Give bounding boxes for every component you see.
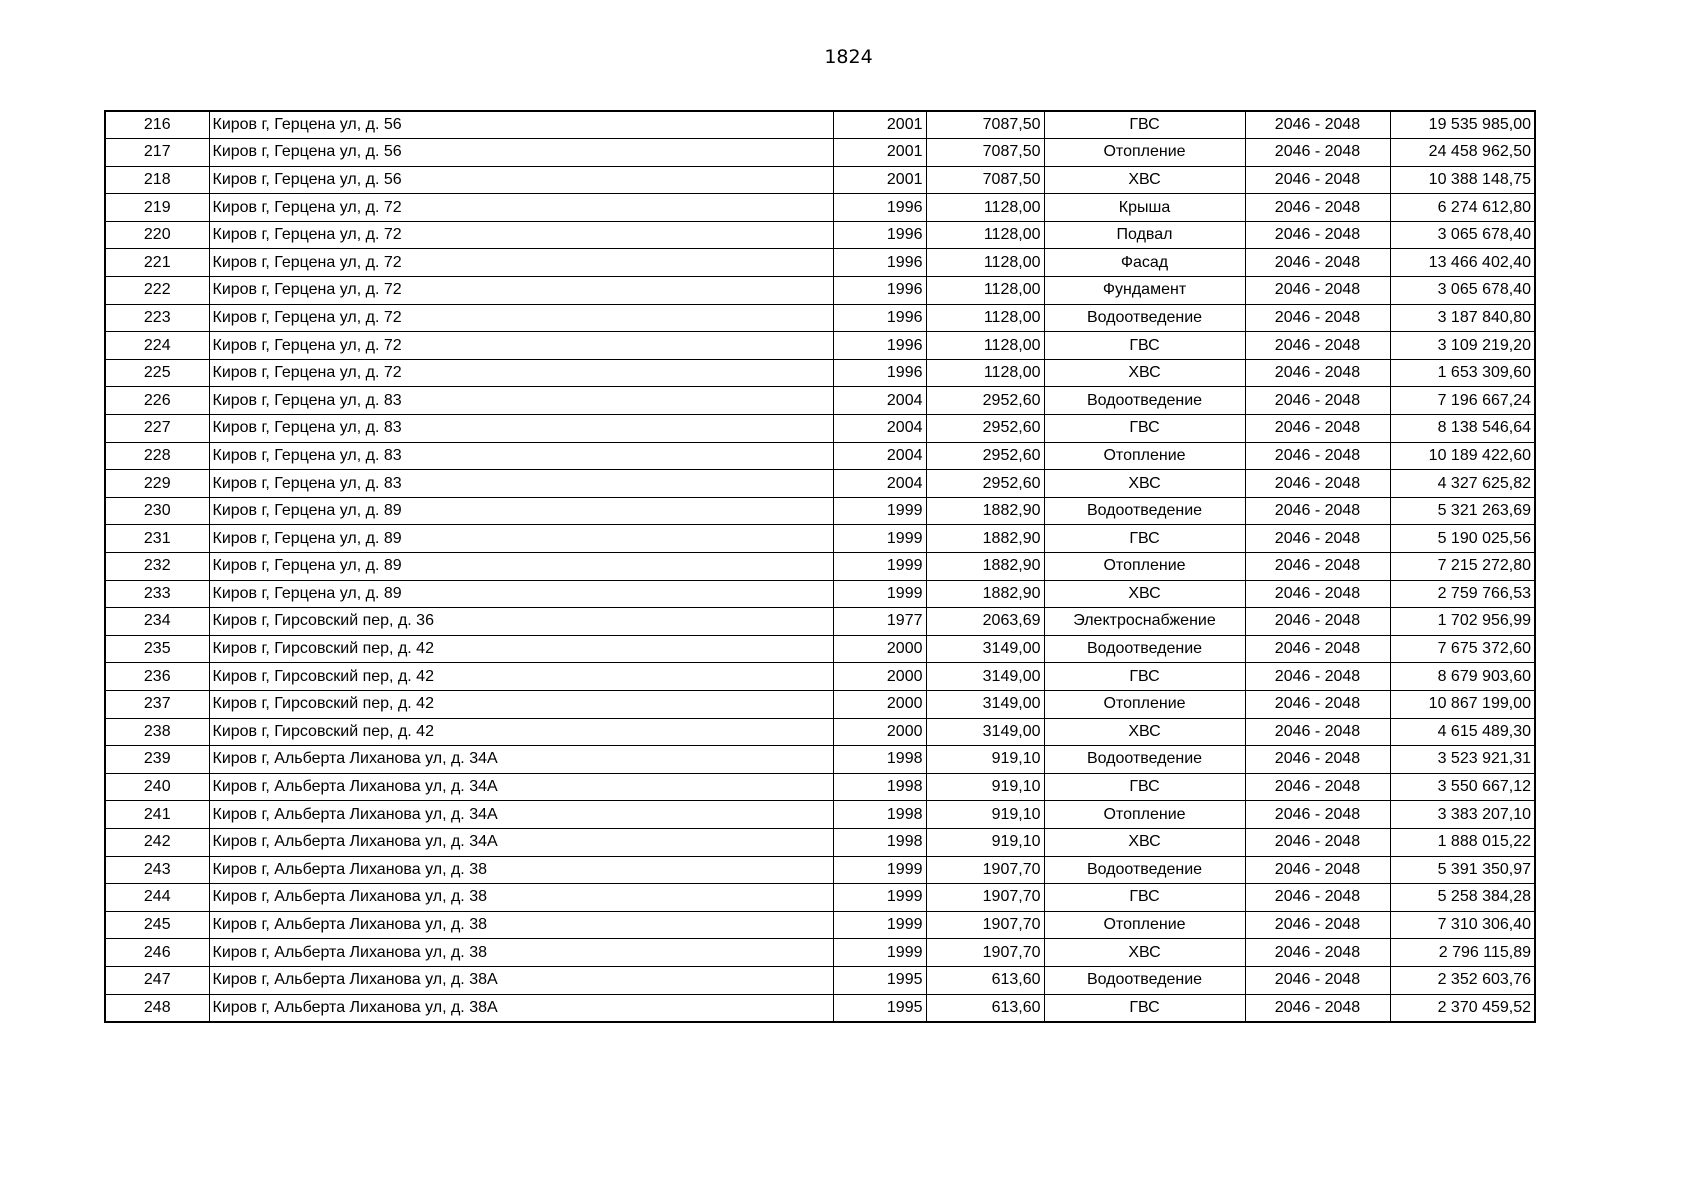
- area-cell: 1128,00: [926, 277, 1044, 305]
- address-cell: Киров г, Герцена ул, д. 56: [209, 111, 833, 139]
- build-year-cell: 1998: [833, 828, 926, 856]
- table-row: [105, 828, 1535, 856]
- build-year-cell: 2001: [833, 111, 926, 139]
- build-year-cell: 1998: [833, 801, 926, 829]
- work-type-cell: Водоотведение: [1044, 856, 1245, 884]
- build-year-cell: 1999: [833, 525, 926, 553]
- build-year-cell: 1995: [833, 994, 926, 1022]
- row-number-cell: 237: [105, 690, 209, 718]
- build-year-cell: 1999: [833, 497, 926, 525]
- table-row: [105, 884, 1535, 912]
- area-cell: 3149,00: [926, 635, 1044, 663]
- work-type-cell: Подвал: [1044, 221, 1245, 249]
- work-type-cell: ХВС: [1044, 166, 1245, 194]
- work-type-cell: Водоотведение: [1044, 304, 1245, 332]
- row-number-cell: 223: [105, 304, 209, 332]
- row-number-cell: 232: [105, 553, 209, 581]
- period-cell: 2046 - 2048: [1245, 746, 1390, 774]
- build-year-cell: 1999: [833, 856, 926, 884]
- cost-cell: 10 189 422,60: [1390, 442, 1535, 470]
- table-row: [105, 663, 1535, 691]
- page-number: 1824: [824, 46, 873, 68]
- build-year-cell: 1998: [833, 746, 926, 774]
- table-row: [105, 525, 1535, 553]
- area-cell: 1128,00: [926, 332, 1044, 360]
- cost-cell: 5 321 263,69: [1390, 497, 1535, 525]
- row-number-cell: 242: [105, 828, 209, 856]
- cost-cell: 8 138 546,64: [1390, 415, 1535, 443]
- table-row: [105, 359, 1535, 387]
- period-cell: 2046 - 2048: [1245, 525, 1390, 553]
- build-year-cell: 2004: [833, 470, 926, 498]
- work-type-cell: Фундамент: [1044, 277, 1245, 305]
- period-cell: 2046 - 2048: [1245, 663, 1390, 691]
- period-cell: 2046 - 2048: [1245, 111, 1390, 139]
- work-type-cell: Фасад: [1044, 249, 1245, 277]
- row-number-cell: 226: [105, 387, 209, 415]
- table-row: [105, 166, 1535, 194]
- row-number-cell: 225: [105, 359, 209, 387]
- period-cell: 2046 - 2048: [1245, 497, 1390, 525]
- area-cell: 1882,90: [926, 580, 1044, 608]
- area-cell: 1907,70: [926, 884, 1044, 912]
- work-type-cell: ГВС: [1044, 525, 1245, 553]
- period-cell: 2046 - 2048: [1245, 690, 1390, 718]
- period-cell: 2046 - 2048: [1245, 635, 1390, 663]
- row-number-cell: 245: [105, 911, 209, 939]
- cost-cell: 8 679 903,60: [1390, 663, 1535, 691]
- area-cell: 3149,00: [926, 663, 1044, 691]
- table-row: [105, 221, 1535, 249]
- period-cell: 2046 - 2048: [1245, 608, 1390, 636]
- table-row: [105, 966, 1535, 994]
- address-cell: Киров г, Альберта Лиханова ул, д. 34А: [209, 773, 833, 801]
- period-cell: 2046 - 2048: [1245, 139, 1390, 167]
- address-cell: Киров г, Герцена ул, д. 72: [209, 221, 833, 249]
- work-type-cell: Водоотведение: [1044, 387, 1245, 415]
- build-year-cell: 1996: [833, 304, 926, 332]
- address-cell: Киров г, Герцена ул, д. 72: [209, 194, 833, 222]
- address-cell: Киров г, Гирсовский пер, д. 42: [209, 635, 833, 663]
- cost-cell: 13 466 402,40: [1390, 249, 1535, 277]
- address-cell: Киров г, Гирсовский пер, д. 42: [209, 718, 833, 746]
- area-cell: 1128,00: [926, 221, 1044, 249]
- address-cell: Киров г, Гирсовский пер, д. 42: [209, 663, 833, 691]
- address-cell: Киров г, Герцена ул, д. 89: [209, 553, 833, 581]
- table-row: [105, 139, 1535, 167]
- row-number-cell: 216: [105, 111, 209, 139]
- cost-cell: 3 065 678,40: [1390, 277, 1535, 305]
- table-row: [105, 856, 1535, 884]
- table-row: [105, 994, 1535, 1022]
- table-row: [105, 690, 1535, 718]
- cost-cell: 7 196 667,24: [1390, 387, 1535, 415]
- work-type-cell: ГВС: [1044, 332, 1245, 360]
- build-year-cell: 1996: [833, 221, 926, 249]
- area-cell: 2952,60: [926, 387, 1044, 415]
- cost-cell: 1 702 956,99: [1390, 608, 1535, 636]
- row-number-cell: 238: [105, 718, 209, 746]
- area-cell: 2952,60: [926, 442, 1044, 470]
- cost-cell: 3 383 207,10: [1390, 801, 1535, 829]
- build-year-cell: 1999: [833, 553, 926, 581]
- cost-cell: 1 653 309,60: [1390, 359, 1535, 387]
- cost-cell: 5 391 350,97: [1390, 856, 1535, 884]
- period-cell: 2046 - 2048: [1245, 994, 1390, 1022]
- row-number-cell: 247: [105, 966, 209, 994]
- area-cell: 7087,50: [926, 139, 1044, 167]
- address-cell: Киров г, Альберта Лиханова ул, д. 38А: [209, 966, 833, 994]
- address-cell: Киров г, Альберта Лиханова ул, д. 38А: [209, 994, 833, 1022]
- cost-cell: 3 065 678,40: [1390, 221, 1535, 249]
- table-row: [105, 801, 1535, 829]
- cost-cell: 24 458 962,50: [1390, 139, 1535, 167]
- row-number-cell: 243: [105, 856, 209, 884]
- build-year-cell: 1996: [833, 359, 926, 387]
- build-year-cell: 2004: [833, 387, 926, 415]
- cost-cell: 10 867 199,00: [1390, 690, 1535, 718]
- build-year-cell: 1999: [833, 884, 926, 912]
- area-cell: 613,60: [926, 966, 1044, 994]
- build-year-cell: 2000: [833, 663, 926, 691]
- area-cell: 7087,50: [926, 166, 1044, 194]
- build-year-cell: 2000: [833, 718, 926, 746]
- address-cell: Киров г, Герцена ул, д. 72: [209, 249, 833, 277]
- period-cell: 2046 - 2048: [1245, 442, 1390, 470]
- work-type-cell: Электроснабжение: [1044, 608, 1245, 636]
- period-cell: 2046 - 2048: [1245, 166, 1390, 194]
- build-year-cell: 2000: [833, 690, 926, 718]
- period-cell: 2046 - 2048: [1245, 470, 1390, 498]
- build-year-cell: 1996: [833, 277, 926, 305]
- row-number-cell: 221: [105, 249, 209, 277]
- area-cell: 1907,70: [926, 939, 1044, 967]
- table-row: [105, 911, 1535, 939]
- cost-cell: 5 258 384,28: [1390, 884, 1535, 912]
- work-type-cell: Водоотведение: [1044, 497, 1245, 525]
- work-type-cell: ХВС: [1044, 359, 1245, 387]
- period-cell: 2046 - 2048: [1245, 911, 1390, 939]
- cost-cell: 2 759 766,53: [1390, 580, 1535, 608]
- work-type-cell: Отопление: [1044, 690, 1245, 718]
- period-cell: 2046 - 2048: [1245, 221, 1390, 249]
- address-cell: Киров г, Герцена ул, д. 72: [209, 277, 833, 305]
- build-year-cell: 2001: [833, 139, 926, 167]
- area-cell: 3149,00: [926, 718, 1044, 746]
- row-number-cell: 224: [105, 332, 209, 360]
- period-cell: 2046 - 2048: [1245, 856, 1390, 884]
- cost-cell: 7 215 272,80: [1390, 553, 1535, 581]
- cost-cell: 19 535 985,00: [1390, 111, 1535, 139]
- table-body: [105, 111, 1535, 1022]
- cost-cell: 4 615 489,30: [1390, 718, 1535, 746]
- table-row: [105, 277, 1535, 305]
- table-row: [105, 111, 1535, 139]
- table-row: [105, 939, 1535, 967]
- row-number-cell: 222: [105, 277, 209, 305]
- table-row: [105, 608, 1535, 636]
- period-cell: 2046 - 2048: [1245, 801, 1390, 829]
- row-number-cell: 219: [105, 194, 209, 222]
- build-year-cell: 2004: [833, 415, 926, 443]
- address-cell: Киров г, Герцена ул, д. 83: [209, 387, 833, 415]
- work-type-cell: Отопление: [1044, 139, 1245, 167]
- work-type-cell: ХВС: [1044, 470, 1245, 498]
- work-type-cell: ГВС: [1044, 884, 1245, 912]
- address-cell: Киров г, Герцена ул, д. 89: [209, 525, 833, 553]
- row-number-cell: 239: [105, 746, 209, 774]
- area-cell: 919,10: [926, 801, 1044, 829]
- work-type-cell: Крыша: [1044, 194, 1245, 222]
- area-cell: 7087,50: [926, 111, 1044, 139]
- cost-cell: 2 352 603,76: [1390, 966, 1535, 994]
- cost-cell: 2 370 459,52: [1390, 994, 1535, 1022]
- address-cell: Киров г, Герцена ул, д. 56: [209, 139, 833, 167]
- address-cell: Киров г, Альберта Лиханова ул, д. 34А: [209, 801, 833, 829]
- table-row: [105, 470, 1535, 498]
- address-cell: Киров г, Герцена ул, д. 83: [209, 470, 833, 498]
- area-cell: 2952,60: [926, 470, 1044, 498]
- period-cell: 2046 - 2048: [1245, 304, 1390, 332]
- table-row: [105, 194, 1535, 222]
- address-cell: Киров г, Альберта Лиханова ул, д. 38: [209, 884, 833, 912]
- table-row: [105, 304, 1535, 332]
- address-cell: Киров г, Альберта Лиханова ул, д. 34А: [209, 746, 833, 774]
- table-row: [105, 580, 1535, 608]
- period-cell: 2046 - 2048: [1245, 359, 1390, 387]
- build-year-cell: 2004: [833, 442, 926, 470]
- build-year-cell: 1995: [833, 966, 926, 994]
- work-type-cell: ГВС: [1044, 111, 1245, 139]
- row-number-cell: 241: [105, 801, 209, 829]
- cost-cell: 3 550 667,12: [1390, 773, 1535, 801]
- build-year-cell: 1996: [833, 249, 926, 277]
- table-row: [105, 553, 1535, 581]
- period-cell: 2046 - 2048: [1245, 966, 1390, 994]
- work-type-cell: ХВС: [1044, 718, 1245, 746]
- work-type-cell: Водоотведение: [1044, 635, 1245, 663]
- table-row: [105, 249, 1535, 277]
- cost-cell: 4 327 625,82: [1390, 470, 1535, 498]
- work-type-cell: ХВС: [1044, 580, 1245, 608]
- area-cell: 1882,90: [926, 525, 1044, 553]
- work-type-cell: ХВС: [1044, 939, 1245, 967]
- build-year-cell: 1996: [833, 332, 926, 360]
- address-cell: Киров г, Альберта Лиханова ул, д. 38: [209, 911, 833, 939]
- cost-cell: 2 796 115,89: [1390, 939, 1535, 967]
- address-cell: Киров г, Герцена ул, д. 89: [209, 497, 833, 525]
- row-number-cell: 230: [105, 497, 209, 525]
- table-row: [105, 773, 1535, 801]
- period-cell: 2046 - 2048: [1245, 277, 1390, 305]
- area-cell: 1882,90: [926, 497, 1044, 525]
- address-cell: Киров г, Герцена ул, д. 56: [209, 166, 833, 194]
- cost-cell: 5 190 025,56: [1390, 525, 1535, 553]
- address-cell: Киров г, Герцена ул, д. 83: [209, 415, 833, 443]
- address-cell: Киров г, Герцена ул, д. 83: [209, 442, 833, 470]
- build-year-cell: 1999: [833, 911, 926, 939]
- work-type-cell: ГВС: [1044, 663, 1245, 691]
- table-row: [105, 442, 1535, 470]
- row-number-cell: 236: [105, 663, 209, 691]
- address-cell: Киров г, Гирсовский пер, д. 42: [209, 690, 833, 718]
- work-type-cell: Водоотведение: [1044, 966, 1245, 994]
- row-number-cell: 240: [105, 773, 209, 801]
- period-cell: 2046 - 2048: [1245, 387, 1390, 415]
- row-number-cell: 235: [105, 635, 209, 663]
- work-type-cell: Отопление: [1044, 442, 1245, 470]
- area-cell: 3149,00: [926, 690, 1044, 718]
- table-row: [105, 718, 1535, 746]
- address-cell: Киров г, Альберта Лиханова ул, д. 34А: [209, 828, 833, 856]
- period-cell: 2046 - 2048: [1245, 939, 1390, 967]
- area-cell: 1128,00: [926, 249, 1044, 277]
- row-number-cell: 217: [105, 139, 209, 167]
- housing-repair-table: [104, 110, 1536, 1023]
- work-type-cell: Отопление: [1044, 801, 1245, 829]
- cost-cell: 6 274 612,80: [1390, 194, 1535, 222]
- row-number-cell: 229: [105, 470, 209, 498]
- row-number-cell: 220: [105, 221, 209, 249]
- build-year-cell: 2001: [833, 166, 926, 194]
- work-type-cell: ГВС: [1044, 415, 1245, 443]
- cost-cell: 1 888 015,22: [1390, 828, 1535, 856]
- cost-cell: 7 675 372,60: [1390, 635, 1535, 663]
- row-number-cell: 231: [105, 525, 209, 553]
- cost-cell: 3 523 921,31: [1390, 746, 1535, 774]
- area-cell: 919,10: [926, 773, 1044, 801]
- work-type-cell: ГВС: [1044, 773, 1245, 801]
- period-cell: 2046 - 2048: [1245, 773, 1390, 801]
- build-year-cell: 1977: [833, 608, 926, 636]
- address-cell: Киров г, Альберта Лиханова ул, д. 38: [209, 856, 833, 884]
- period-cell: 2046 - 2048: [1245, 828, 1390, 856]
- row-number-cell: 233: [105, 580, 209, 608]
- area-cell: 919,10: [926, 746, 1044, 774]
- area-cell: 1907,70: [926, 856, 1044, 884]
- row-number-cell: 244: [105, 884, 209, 912]
- row-number-cell: 228: [105, 442, 209, 470]
- period-cell: 2046 - 2048: [1245, 249, 1390, 277]
- build-year-cell: 1998: [833, 773, 926, 801]
- address-cell: Киров г, Альберта Лиханова ул, д. 38: [209, 939, 833, 967]
- area-cell: 1128,00: [926, 304, 1044, 332]
- area-cell: 1882,90: [926, 553, 1044, 581]
- work-type-cell: Отопление: [1044, 553, 1245, 581]
- address-cell: Киров г, Герцена ул, д. 72: [209, 304, 833, 332]
- row-number-cell: 248: [105, 994, 209, 1022]
- row-number-cell: 218: [105, 166, 209, 194]
- period-cell: 2046 - 2048: [1245, 580, 1390, 608]
- area-cell: 2952,60: [926, 415, 1044, 443]
- work-type-cell: Отопление: [1044, 911, 1245, 939]
- build-year-cell: 1999: [833, 939, 926, 967]
- address-cell: Киров г, Герцена ул, д. 89: [209, 580, 833, 608]
- table-row: [105, 635, 1535, 663]
- row-number-cell: 234: [105, 608, 209, 636]
- table-row: [105, 746, 1535, 774]
- area-cell: 2063,69: [926, 608, 1044, 636]
- table-row: [105, 415, 1535, 443]
- work-type-cell: Водоотведение: [1044, 746, 1245, 774]
- build-year-cell: 2000: [833, 635, 926, 663]
- cost-cell: 3 187 840,80: [1390, 304, 1535, 332]
- area-cell: 1128,00: [926, 359, 1044, 387]
- period-cell: 2046 - 2048: [1245, 332, 1390, 360]
- cost-cell: 10 388 148,75: [1390, 166, 1535, 194]
- cost-cell: 7 310 306,40: [1390, 911, 1535, 939]
- build-year-cell: 1999: [833, 580, 926, 608]
- work-type-cell: ГВС: [1044, 994, 1245, 1022]
- area-cell: 1907,70: [926, 911, 1044, 939]
- address-cell: Киров г, Герцена ул, д. 72: [209, 359, 833, 387]
- area-cell: 919,10: [926, 828, 1044, 856]
- period-cell: 2046 - 2048: [1245, 415, 1390, 443]
- address-cell: Киров г, Герцена ул, д. 72: [209, 332, 833, 360]
- row-number-cell: 246: [105, 939, 209, 967]
- row-number-cell: 227: [105, 415, 209, 443]
- address-cell: Киров г, Гирсовский пер, д. 36: [209, 608, 833, 636]
- period-cell: 2046 - 2048: [1245, 553, 1390, 581]
- period-cell: 2046 - 2048: [1245, 718, 1390, 746]
- area-cell: 613,60: [926, 994, 1044, 1022]
- work-type-cell: ХВС: [1044, 828, 1245, 856]
- cost-cell: 3 109 219,20: [1390, 332, 1535, 360]
- build-year-cell: 1996: [833, 194, 926, 222]
- table-row: [105, 387, 1535, 415]
- table-row: [105, 332, 1535, 360]
- table-row: [105, 497, 1535, 525]
- area-cell: 1128,00: [926, 194, 1044, 222]
- period-cell: 2046 - 2048: [1245, 194, 1390, 222]
- period-cell: 2046 - 2048: [1245, 884, 1390, 912]
